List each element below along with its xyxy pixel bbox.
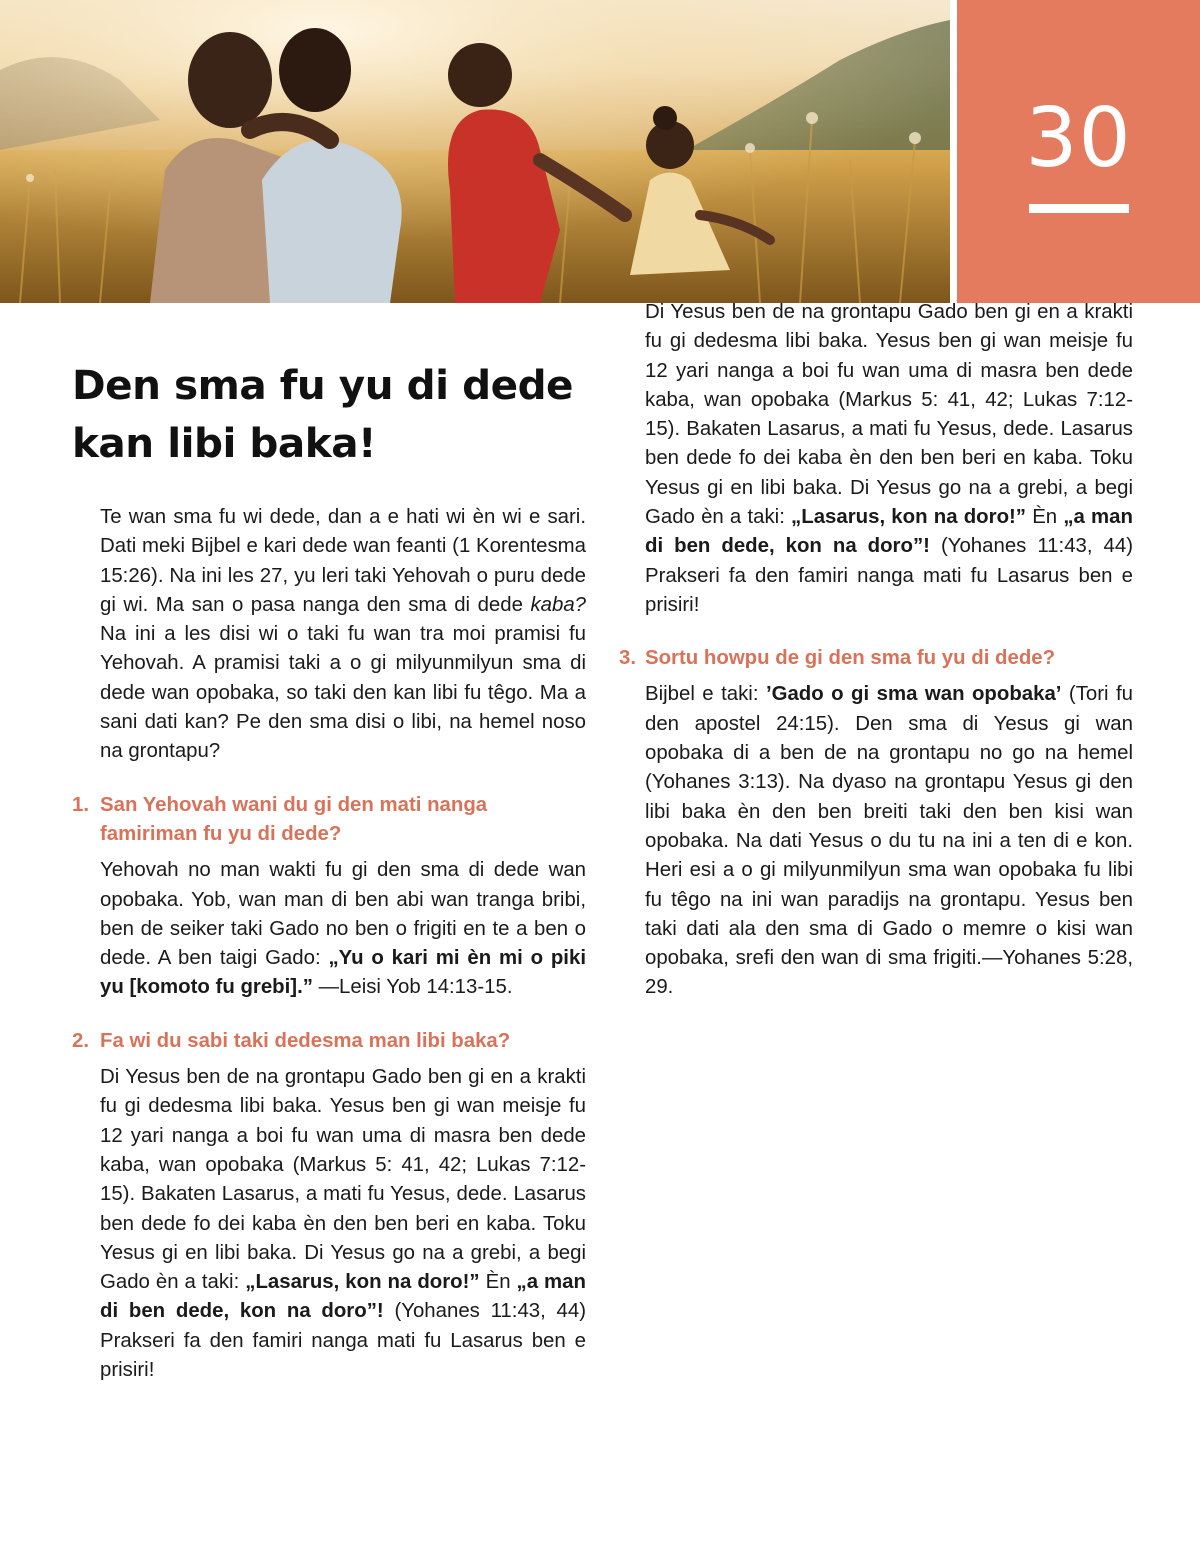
question-2-number: 2. (72, 1029, 90, 1052)
question-1-text: San Yehovah wani du gi den mati nanga famiriman fu yu di dede? (100, 793, 488, 845)
intro-text-1: Te wan sma fu wi dede, dan a e hati wi èn wi e sari. Dati meki Bijbel e kari dede wan feanti (1 Korentesma 15:26). Na ini les 27, yu leri taki Yehovah o puru dede gi wi. Ma san o pasa nanga den sma di dede (100, 506, 586, 616)
q2-text-3: Èn (479, 1271, 517, 1294)
intro-italic-word: kaba? (530, 593, 586, 616)
intro-paragraph (72, 503, 586, 767)
header-photo (0, 0, 950, 303)
question-3-text: Sortu howpu de gi den sma fu yu di dede? (645, 647, 1056, 670)
q2-bold-quote-1-cont: „Lasarus, kon na doro!” (791, 505, 1027, 528)
q2-text-4-cont: (Yohanes 11:43, 44) Prakseri fa den famiri nanga mati fu Lasarus ben e prisiri! (645, 535, 1134, 616)
intro-text-2: Na ini a les disi wi o taki fu wan tra moi pramisi fu Yehovah. A pramisi taki a o gi milyunmilyun sma di dede wan opobaka, so taki den kan libi fu têgo. Ma a sani dati kan? Pe den sma disi o libi, na hemel noso na grontapu? (100, 623, 586, 763)
question-1-answer (72, 856, 586, 1002)
q2-bold-quote-2: „a man di ben dede, kon na doro”! (100, 1271, 586, 1323)
question-2-answer-clone (619, 298, 1133, 620)
question-3-number: 3. (619, 647, 637, 670)
q1-bold-quote: „Yu o kari mi èn mi o piki yu [komoto fu grebi].” (100, 947, 586, 999)
q3-bold-quote: ’Gado o gi sma wan opobaka’ (765, 683, 1062, 706)
left-column (72, 503, 587, 1382)
question-2-answer-continued (619, 300, 1134, 620)
question-1-number: 1. (72, 793, 90, 816)
chapter-number: 30 (1025, 91, 1132, 186)
q1-scripture-reference: —Leisi Yob 14:13-15. (312, 976, 513, 999)
q2-text-4: (Yohanes 11:43, 44) Prakseri fa den famiri nanga mati fu Lasarus ben e prisiri! (100, 1300, 587, 1382)
question-2-answer (72, 1063, 587, 1382)
question-2-heading (72, 1027, 586, 1056)
q2-text-3-cont: Èn (1026, 505, 1064, 528)
chapter-underline (1029, 204, 1129, 213)
q2-text-1: Di Yesus ben de na grontapu Gado ben gi en a krakti fu gi dedesma libi baka. Yesus ben gi wan meisje fu 12 yari nanga a boi fu wan uma di masra ben dede kaba, wan opobaka (Markus 5: 41, 42; Lukas 7:12-15). Bakaten Lasarus, a mati fu Yesus, dede. Lasarus ben dede fo dei kaba èn den ben beri en kaba. Toku Yesus gi en libi baka. Di Yesus go na a grebi, a begi Gado èn a taki: (100, 1066, 586, 1294)
question-3-answer (619, 680, 1133, 1002)
family-in-meadow-illustration (0, 0, 950, 303)
question-2-text: Fa wi du sabi taki dedesma man libi baka? (100, 1029, 511, 1052)
question-1-heading (72, 791, 586, 850)
lesson-title-line-2: kan libi baka! (72, 419, 376, 467)
q2-bold-quote-1: „Lasarus, kon na doro!” (245, 1271, 480, 1294)
q2-text-1-cont: Di Yesus ben de na grontapu Gado ben gi en a krakti fu gi dedesma libi baka. Yesus ben gi wan meisje fu 12 yari nanga a boi fu wan uma di masra ben dede kaba, wan opobaka (Markus 5: 41, 42; Lukas 7:12-15). Bakaten Lasarus, a mati fu Yesus, dede. Lasarus ben dede fo dei kaba èn den ben beri en kaba. Toku Yesus gi en libi baka. Di Yesus go na a grebi, a begi Gado èn a taki: (645, 300, 1133, 528)
q1-text-1: Yehovah no man wakti fu gi den sma di dede wan opobaka. Yob, wan man di ben abi wan tranga bribi, ben de seiker taki Gado no ben o frigiti en te a ben o dede. A ben taigi Gado: (100, 859, 586, 970)
q2-bold-quote-2-cont: „a man di ben dede, kon na doro”! (645, 505, 1133, 558)
right-column (619, 300, 1134, 1003)
q3-text-2: (Tori fu den apostel 24:15). Den sma di Yesus gi wan opobaka di a ben de na grontapu no go na hemel (Yohanes 3:13). Na dyaso na grontapu Yesus gi den libi baka èn den ben breiti taki den ben kisi wan opobaka. Na dati Yesus o du tu na ini a ten di e kon. Heri esi a o gi milyunmilyun sma wan opobaka fu libi fu têgo na ini wan paradijs na grontapu. Yesus ben taki dati ala den sma di Gado o memre o kisi wan opobaka, srefi den wan di sma frigiti.—Yohanes 5:28, 29. (645, 683, 1133, 999)
lesson-title-line-1: Den sma fu yu di dede (72, 361, 574, 409)
question-3-heading (619, 644, 1133, 673)
q3-text-1: Bijbel e taki: (645, 683, 766, 706)
chapter-badge (957, 0, 1200, 303)
